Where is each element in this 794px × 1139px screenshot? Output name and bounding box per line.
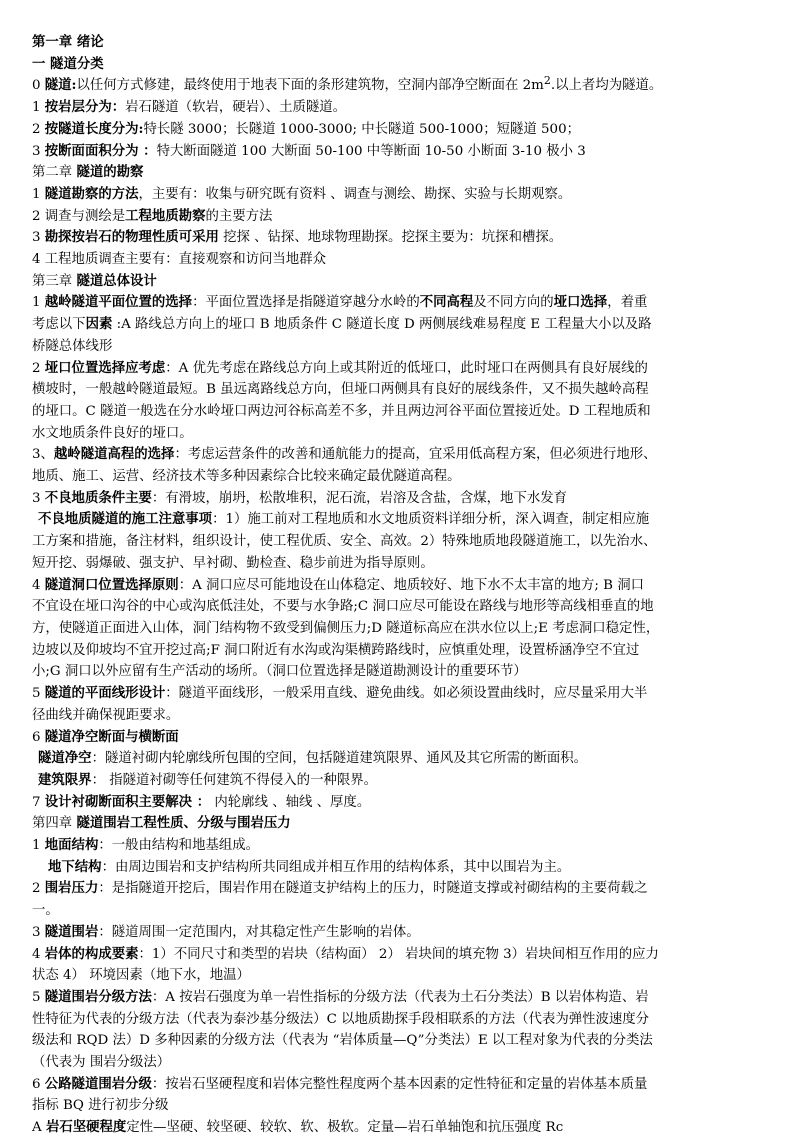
term: 隧道的平面线形设计 [44,685,166,702]
term: 隧道: [44,77,77,94]
term: 隧道净空断面与横断面 [44,728,179,745]
paragraph-pass-location: 2 垭口位置选择应考虑：A 优先考虑在路线总方向上或其附近的低垭口，此时垭口在两侧具有良好展线的 横坡时，一般越岭隧道最短。B 虽远离路线总方向，但垭口两侧具有良好的展线条件，又不损失越岭高程 的垭口。C 隧道一般选在分水岭垭口两边河谷标高差不多，并且两边河谷平面位置接近处。D 工程地质和 水文地质条件良好的垭口。 [32,359,651,441]
chapter-1-title: 第一章 绪论 [32,34,104,50]
document-body [32,32,776,1139]
term: 设计衬砌断面积主要解决 ： [44,793,211,810]
paragraph-underground-structure: 地下结构：由周边围岩和支护结构所共同组成并相互作用的结构体系，其中以围岩为主。 [48,858,571,875]
term: 隧道勘察的方法 [44,185,139,202]
paragraph-portal-location: 4 隧道洞口位置选择原则：A 洞口应尽可能地设在山体稳定、地质较好、地下水不太丰富的地方; B 洞口 不宜设在垭口沟谷的中心或沟底低洼处，不要与水争路;C 洞口应尽可能设在路线与地形等高线相垂直的地 方，使隧道正面进入山体，洞门结构物不致受到偏侧压力;D 隧道标高应在洪水位以上;E 考虑洞口稳定性， 边坡以及仰坡均不宜开挖过高;F 洞口附近有水沟或沟渠横跨路线时，应慎重处理，设置桥涵净空不宜过 小;G 洞口以外应留有生产活动的场所。（洞口位置选择是隧道勘测设计的重要环节） [32,576,660,680]
term: 越岭隧道平面位置的选择 [44,294,193,311]
paragraph-tunnel-clearance: 隧道净空：隧道衬砌内轮廓线所包围的空间，包括隧道建筑限界、通风及其它所需的断面积。 [38,750,588,767]
paragraph-lining-design: 7 设计衬砌断面积主要解决 ： 内轮廓线 、轴线 、厚度。 [32,793,371,810]
term: 隧道净空 [38,750,92,767]
paragraph-by-rock-layer: 1 按岩层分为：岩石隧道（软岩，硬岩）、土质隧道。 [32,99,347,116]
paragraph-clearance-heading: 6 隧道净空断面与横断面 [32,728,179,745]
paragraph-adverse-geology: 3 不良地质条件主要：有滑坡，崩坍，松散堆积，泥石流，岩溶及含盐，含煤，地下水发育 [32,489,568,506]
paragraph-adverse-geology-construction: 不良地质隧道的施工注意事项：1）施工前对工程地质和水文地质资料详细分析，深入调查，制定相应施 工方案和措施，备注材料，组织设计，使工程优质、安全、高效。2）特殊地质地段隧道施工，以先治水、 短开挖、弱爆破、强支护、早衬砌、勤检查、稳步前进为指导原则。 [32,511,657,571]
chapter-2-title: 第二章 隧道的勘察 [32,164,144,181]
term: 地面结构 [44,837,99,854]
term: 不良地质隧道的施工注意事项 [38,511,213,528]
term: 公路隧道围岩分级 [44,1075,152,1092]
paragraph-surrounding-rock: 3 隧道围岩：隧道周围一定范围内，对其稳定性产生影响的岩体。 [32,923,420,940]
paragraph-tunnel-definition: 0 隧道:以任何方式修建，最终使用于地表下面的条形建筑物，空洞内部净空断面在 $2m^2$.以上者均为隧道。 [32,74,663,94]
term: 工程地质勘察 [125,207,206,224]
paragraph-survey-methods: 1 隧道勘察的方法，主要有：收集与研究既有资料 、调查与测绘、勘探、实验与长期观察。 [32,185,572,202]
term: 不良地质条件主要 [44,489,152,506]
section-tunnel-classification: 一 隧道分类 [32,55,104,72]
term: 建筑限界 [38,771,92,788]
term: 垭口位置选择应考虑 [44,359,166,376]
paragraph-plane-alignment: 5 隧道的平面线形设计：隧道平面线形，一般采用直线、避免曲线。如必须设置曲线时，应尽量采用大半 径曲线并确保视距要求。 [32,685,648,723]
term: 地下结构 [48,858,102,875]
term: 隧道围岩 [44,923,99,940]
term: 按岩层分为： [44,99,126,116]
paragraph-ridge-tunnel-plane: 1 越岭隧道平面位置的选择：平面位置选择是指隧道穿越分水岭的不同高程及不同方向的垭口选择，着重 考虑以下因素 :A 路线总方向上的垭口 B 地质条件 C 隧道长度 D 两侧展线难易程度 E 工程量大小以及路 桥隧总体线形 [32,294,652,354]
paragraph-geological-investigation: 4 工程地质调查主要有：直接观察和访问当地群众 [32,252,326,268]
term: 按隧道长度分为: [44,120,144,137]
paragraph-by-section-area: 3 按断面面积分为 ：特大断面隧道 100 大断面 50-100 中等断面 10-50 小断面 3-10 极小 3 [32,142,586,159]
term: 围岩压力 [44,880,99,897]
chapter-4-title: 第四章 隧道围岩工程性质、分级与围岩压力 [32,815,291,832]
term: 按断面面积分为 ： [44,142,157,159]
paragraph-highway-rock-classification: 6 公路隧道围岩分级：按岩石坚硬程度和岩体完整性程度两个基本因素的定性特征和定量的岩体基本质量 指标 BQ 进行初步分级 [32,1075,648,1114]
paragraph-rock-hardness: A 岩石坚硬程度定性—坚硬、较坚硬、较软、软、极软。定量—岩石单轴饱和抗压强度 Rc [32,1119,564,1136]
term: 隧道洞口位置选择原则 [44,576,179,593]
term: 岩石坚硬程度 [45,1119,127,1136]
paragraph-rock-classification-methods: 5 隧道围岩分级方法：A 按岩石强度为单一岩性指标的分级方法（代表为土石分类法）B 以岩体构造、岩 性特征为代表的分级方法（代表为泰沙基分级法）C 以地质勘探手段相联系的方法（代表为弹性波速度分 级法和 RQD 法）D 多种因素的分级方法（代表为 “岩体质量—Q”分类法）E 以工程对象为代表的分类法 （代表为 围岩分级法） [32,988,653,1071]
paragraph-rock-mass-elements: 4 岩体的构成要素：1）不同尺寸和类型的岩块（结构面） 2） 岩块间的填充物 3）岩块间相互作用的应力 状态 4） 环境因素（地下水，地温） [32,945,659,984]
paragraph-surface-structure: 1 地面结构：一般由结构和地基组成。 [32,837,260,854]
paragraph-ridge-tunnel-elevation: 3、越岭隧道高程的选择：考虑运营条件的改善和通航能力的提高，宜采用低高程方案，但必须进行地形、 地质、施工、运营、经济技术等多种因素综合比较来确定最优隧道高程。 [32,446,657,485]
term: 岩体的构成要素 [44,945,139,962]
term: 越岭隧道高程的选择 [53,446,175,463]
chapter-3-title: 第三章 隧道总体设计 [32,272,157,289]
paragraph-survey-main-method: 2 调查与测绘是工程地质勘察的主要方法 [32,207,273,224]
paragraph-by-length: 2 按隧道长度分为:特长隧 3000；长隧道 1000-3000; 中长隧道 500-1000；短隧道 500； [32,120,580,137]
paragraph-exploration: 3 勘探按岩石的物理性质可采用 挖探 、钻探、地球物理勘探。挖探主要为：坑探和槽探。 [32,229,563,246]
term: 勘探按岩石的物理性质可采用 [44,229,219,246]
paragraph-rock-pressure: 2 围岩压力：是指隧道开挖后，围岩作用在隧道支护结构上的压力，时隧道支撑或衬砌结构的主要荷载之 一。 [32,880,648,919]
paragraph-construction-limit: 建筑限界： 指隧道衬砌等任何建筑不得侵入的一种限界。 [38,771,378,788]
term: 隧道围岩分级方法 [44,988,152,1005]
